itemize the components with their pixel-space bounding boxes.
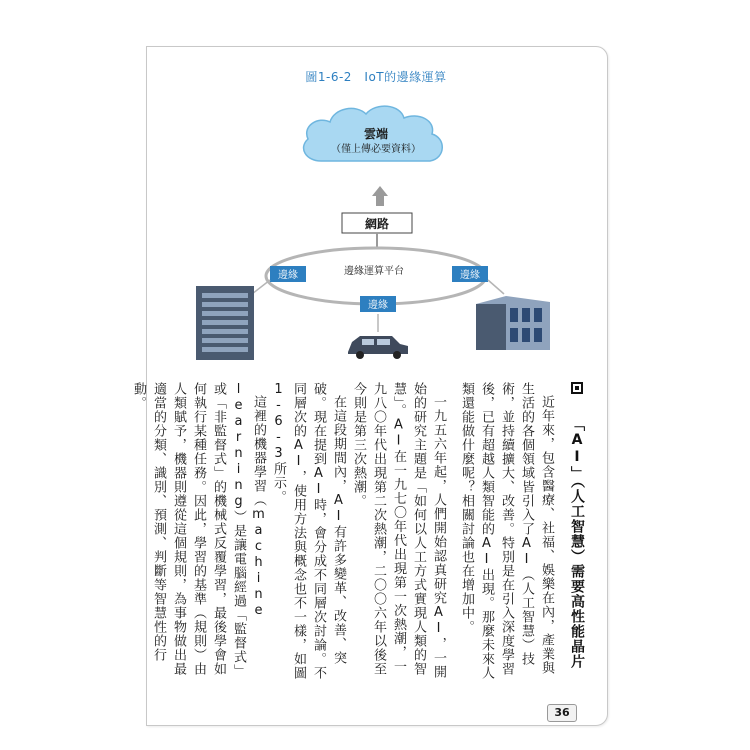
figure-title: 圖1-6-2 IoT的邊緣運算 (305, 70, 447, 84)
edge-right-label: 邊緣 (460, 270, 480, 281)
server-building-icon (196, 286, 254, 360)
car-icon (348, 336, 408, 359)
connector-line (252, 280, 270, 294)
paragraph: 一九五六年起，人們開始認真研究AI，一開始的研究主題是「如何以人工方式實現人類的智慧」。AI在一九七〇年代出現第一次熱潮，一九八〇年代出現第二次熱潮，二〇〇六年以後至今則是第三次熱潮。 (351, 382, 446, 679)
connector-line (488, 280, 504, 294)
paragraph: 近年來，包含醫療、社福、娛樂在內，產業與生活的各個領域皆引入了AI（人工智慧）技術，並持續擴大、改善。特別是在引入深度學習後，已有超越人類智能的AI出現。那麼未來人類還能做什麼呢？相關討論也在增加中。 (459, 382, 554, 680)
article-heading-text: 「AI」（人工智慧）需要高性能晶片 (569, 417, 585, 669)
up-arrow-icon (372, 186, 388, 206)
paragraph: 這裡的機器學習（machine learning）是讓電腦經過「監督式」或「非監督式」的機械式反覆學習，最後學會如何執行某種任務。因此，學習的基準（規則）由人類賦予，機器則遵從這個規則，為事物做出最適當的分類、識別、預測、判斷等智慧性的行動。 (131, 382, 266, 678)
paragraph: 在這段期間內，AI有許多變革、改善、突破。現在提到AI時，會分成不同層次討論。不同層次的AI，使用方法與概念也不一樣，如圖1-6-3所示。 (271, 382, 346, 680)
edge-bottom-label: 邊緣 (368, 300, 388, 311)
edge-left-label: 邊緣 (278, 270, 298, 281)
edge-computing-diagram (146, 46, 606, 366)
factory-building-icon (476, 296, 550, 350)
cloud-subtitle: （僅上傳必要資料） (331, 144, 421, 155)
network-label: 網路 (364, 217, 390, 231)
cloud-title: 雲端 (363, 127, 389, 141)
chip-icon (571, 382, 583, 394)
article-heading (566, 382, 588, 682)
article-body (131, 382, 588, 682)
page-number: 36 (547, 704, 577, 722)
platform-label: 邊緣運算平台 (344, 266, 404, 277)
